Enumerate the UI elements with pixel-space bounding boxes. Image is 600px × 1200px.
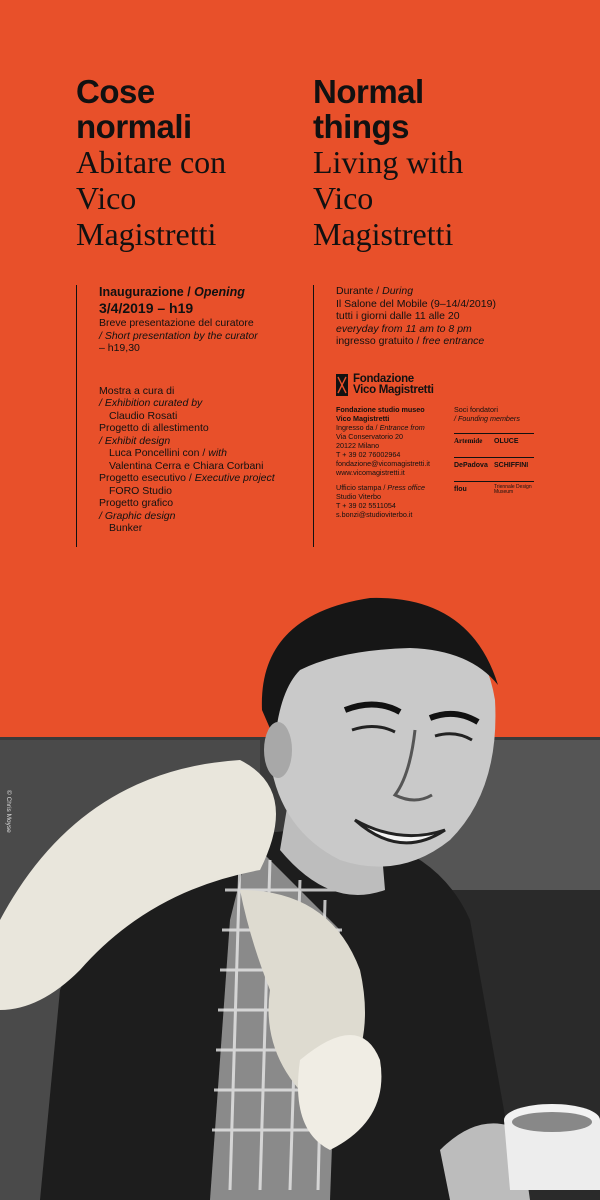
opening-label-it: Inaugurazione / <box>99 285 191 299</box>
photo-credit: © Chris Moyse <box>5 790 12 833</box>
foundation-entrance <box>336 423 454 432</box>
curator-name: Claudio Rosati <box>109 409 178 422</box>
sponsor-logo: OLUCE <box>494 433 534 447</box>
graphic-studio: Bunker <box>109 522 143 534</box>
sponsor-logos <box>454 433 534 495</box>
logo-line-2: Vico Magistretti <box>353 384 434 396</box>
foundation-logo <box>336 374 553 397</box>
foundation-entrance-it: Ingresso da / <box>336 422 378 432</box>
title-italian <box>76 74 226 252</box>
curated-it: Mostra a cura di <box>99 384 175 397</box>
entrance-en: free entrance <box>422 335 485 347</box>
salone-dates: Il Salone del Mobile (9–14/4/2019) <box>336 297 496 310</box>
executive-studio: FORO Studio <box>109 484 173 497</box>
days-en: everyday from 11 am to 8 pm <box>336 322 472 335</box>
curated-en: / Exhibition curated by <box>99 397 203 409</box>
presentation-time: – h19,30 <box>99 342 140 354</box>
title-it-serif-2: Vico <box>76 180 137 216</box>
foundation-logo-text <box>353 374 434 397</box>
opening-label-en: Opening <box>194 285 245 299</box>
entrance-line <box>336 335 553 348</box>
foundation-name-1: Fondazione studio museo <box>336 404 425 414</box>
opening-date: 3/4/2019 – h19 <box>99 300 194 316</box>
graphic-it: Progetto grafico <box>99 497 174 509</box>
founders-en: / Founding members <box>454 413 520 423</box>
spacer <box>99 355 286 377</box>
during-label <box>336 285 553 298</box>
design-it: Progetto di allestimento <box>99 422 209 434</box>
foundation-website[interactable]: www.vicomagistretti.it <box>336 467 405 477</box>
title-english <box>313 74 463 252</box>
sponsor-logo: Artemide <box>454 433 494 447</box>
title-it-serif-1: Abitare con <box>76 144 227 180</box>
foundation-street: Via Conservatorio 20 <box>336 431 403 441</box>
press-studio: Studio Viterbo <box>336 491 382 501</box>
foundation-logo-icon <box>336 374 348 396</box>
during-label-it: Durante / <box>336 285 380 297</box>
presentation-it: Breve presentazione del curatore <box>99 317 254 329</box>
press-phone: T + 39 02 5511054 <box>336 500 396 510</box>
press-office-it: Ufficio stampa / <box>336 482 386 492</box>
title-en-serif-1: Living with <box>313 144 464 180</box>
title-it-bold-1: Cose <box>76 73 155 110</box>
foundation-email[interactable]: fondazione@vicomagistretti.it <box>336 458 430 468</box>
title-en-serif-2: Vico <box>313 180 374 216</box>
founding-members <box>454 405 534 519</box>
design-en: / Exhibit design <box>99 434 171 447</box>
foundation-contact <box>336 405 454 519</box>
days-it: tutti i giorni dalle 11 alle 20 <box>336 310 460 322</box>
during-info-block <box>313 285 553 547</box>
executive-en: Executive project <box>194 472 275 484</box>
foundation-entrance-en: Entrance from <box>379 422 425 432</box>
sponsor-logo: flou <box>454 481 494 495</box>
portrait-photo <box>0 590 600 1200</box>
foundation-city: 20122 Milano <box>336 440 380 450</box>
presentation-en: / Short presentation by the curator <box>99 329 258 342</box>
executive-line <box>99 472 286 485</box>
sponsor-logo: Triennale Design Museum <box>494 481 534 495</box>
designer-line-1 <box>99 447 286 460</box>
title-en-bold-2: things <box>313 108 409 145</box>
title-it-serif-3: Magistretti <box>76 216 217 252</box>
press-office <box>336 483 454 492</box>
logo-line-1: Fondazione <box>353 372 414 385</box>
sponsor-logo: DePadova <box>454 457 494 471</box>
designer-line-2: Valentina Cerra e Chiara Corbani <box>109 459 264 472</box>
foundation-name-2: Vico Magistretti <box>336 413 390 423</box>
designer-with: with <box>208 447 227 459</box>
press-email[interactable]: s.bonzi@studioviterbo.it <box>336 509 413 519</box>
foundation-details <box>336 405 553 519</box>
press-office-en: Press office <box>387 482 425 492</box>
spacer <box>99 377 286 385</box>
founders-it: Soci fondatori <box>454 404 498 414</box>
opening-info-block <box>76 285 286 547</box>
foundation-phone: T + 39 02 76002964 <box>336 449 401 459</box>
entrance-it: ingresso gratuito / <box>336 335 420 347</box>
designer-name: Luca Poncellini con / <box>109 447 206 459</box>
during-label-en: During <box>382 285 414 297</box>
executive-it: Progetto esecutivo / <box>99 472 192 484</box>
title-it-bold-2: normali <box>76 108 192 145</box>
title-en-bold-1: Normal <box>313 73 424 110</box>
sponsor-logo: SCHIFFINI <box>494 457 534 471</box>
title-en-serif-3: Magistretti <box>313 216 454 252</box>
graphic-en: / Graphic design <box>99 509 176 522</box>
opening-label <box>99 285 286 300</box>
